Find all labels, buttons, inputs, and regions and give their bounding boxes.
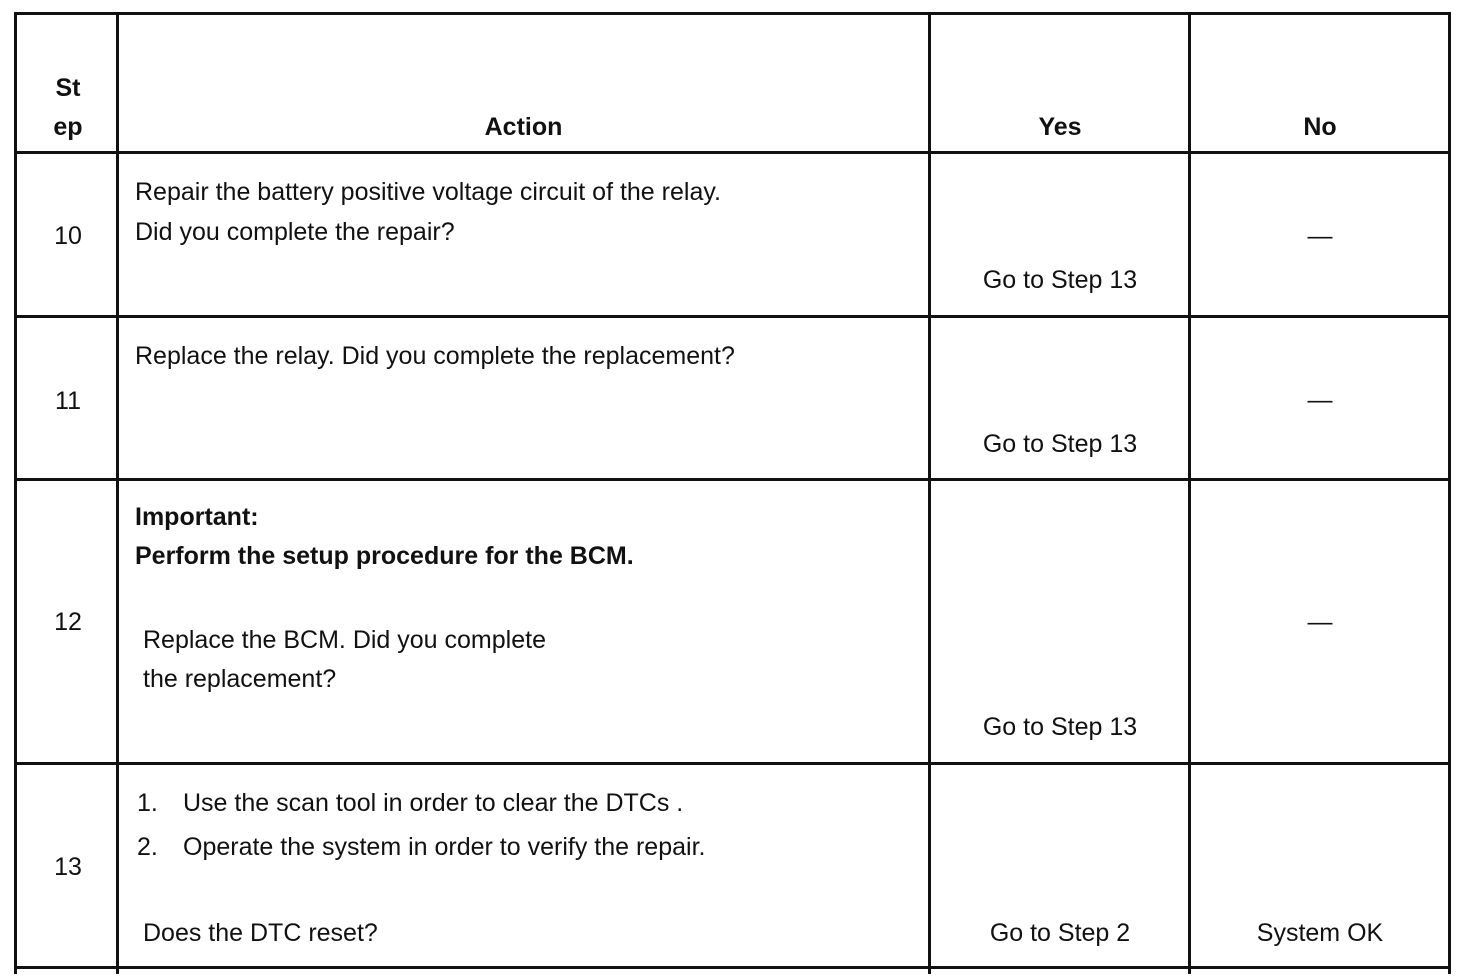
no-result: — [1307,386,1333,414]
yes-result: Go to Step 13 [982,266,1138,294]
header-divider [14,151,1451,154]
list-number: 2. [137,833,158,861]
header-step-line1: St [55,74,81,102]
no-result: — [1307,608,1333,636]
step-number: 10 [54,222,82,250]
important-text: Perform the setup procedure for the BCM. [135,542,634,570]
column-divider [116,12,119,974]
step-number: 12 [54,608,82,636]
list-number: 1. [137,789,158,817]
step-number: 11 [55,387,81,415]
row-divider [14,762,1451,765]
action-text: Replace the BCM. Did you complete [143,626,546,654]
header-action: Action [484,113,563,141]
header-step-line2: ep [53,113,83,141]
list-item [137,791,683,816]
question-text: Does the DTC reset? [143,919,378,947]
header-yes: Yes [1038,113,1082,141]
action-text: Repair the battery positive voltage circuit of the relay. [135,178,721,206]
action-text: the replacement? [143,665,337,693]
column-divider [928,12,931,974]
column-divider [1188,12,1191,974]
yes-result: Go to Step 13 [982,713,1138,741]
table-border-right [1448,12,1451,974]
action-text: Did you complete the repair? [135,218,455,246]
yes-result: Go to Step 13 [982,430,1138,458]
action-text: Replace the relay. Did you complete the replacement? [135,342,735,370]
no-result: — [1307,222,1333,250]
list-text: Use the scan tool in order to clear the DTCs . [183,789,684,817]
row-divider [14,315,1451,318]
yes-result: Go to Step 2 [989,919,1131,947]
list-item [137,835,705,860]
table-border-left [14,12,17,974]
no-result: System OK [1256,919,1384,947]
header-no: No [1303,113,1337,141]
step-number: 13 [54,853,82,881]
list-text: Operate the system in order to verify the repair. [183,833,706,861]
important-label: Important: [135,503,259,531]
table-border-top [14,12,1451,15]
table-border-bottom [14,966,1451,969]
row-divider [14,478,1451,481]
